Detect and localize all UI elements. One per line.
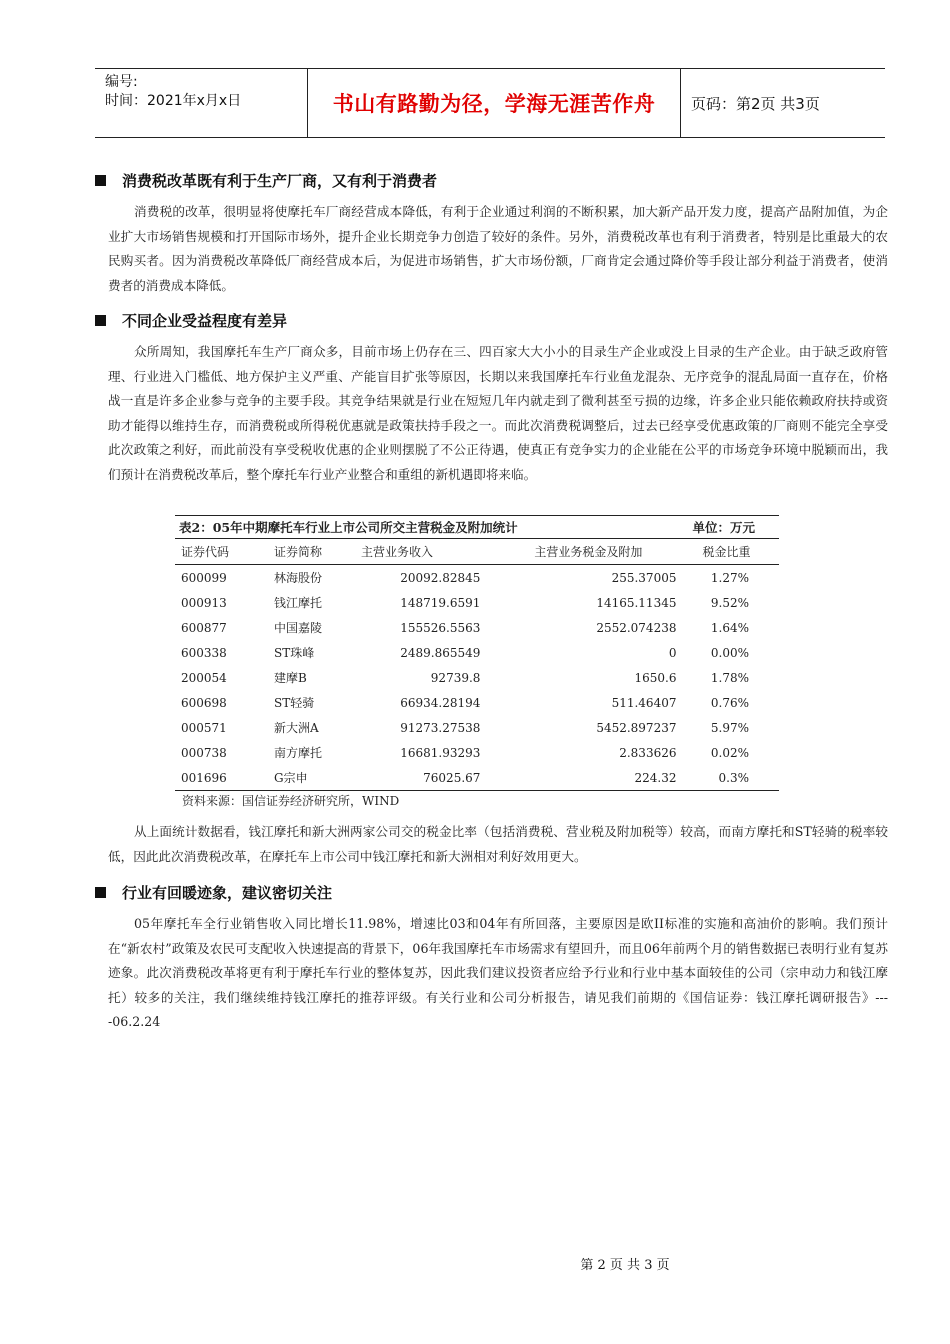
cell-ratio: 1.27%	[710, 570, 749, 585]
cell-ratio: 5.97%	[710, 720, 749, 735]
cell-tax: 224.32	[508, 765, 692, 791]
table-unit: 单位：万元	[692, 516, 779, 539]
header-number: 编号:	[105, 74, 138, 90]
header-meta	[95, 69, 308, 137]
table-row	[175, 740, 779, 765]
cell-tax: 255.37005	[611, 570, 677, 585]
cell-tax: 0	[668, 645, 677, 660]
table-row	[175, 715, 779, 740]
header-time: 时间：2021年x月x日	[105, 93, 242, 109]
cell-code: 600099	[181, 570, 227, 585]
section-3-paragraph: 05年摩托车全行业销售收入同比增长11.98%，增速比03和04年有所回落，主要原因是欧II标准的实施和高油价的影响。我们预计在“新农村”政策及农民可支配收入快速提高的背景下，06年我国摩托车市场需求有望回升，而且06年前两个月的销售数据已表明行业有复苏迹象。此次消费税改革将更有利于摩托车行业的整体复苏，因此我们建议投资者应给予行业和行业中基本面较佳的公司（宗申动力和钱江摩托）较多的关注，我们继续维持钱江摩托的推荐评级。有关行业和公司分析报告，请见我们前期的《国信证券：钱江摩托调研报告》----06.2.24	[108, 916, 888, 1029]
section-title-3	[95, 882, 332, 903]
col-header-code: 证券代码	[175, 539, 274, 565]
bullet-square-icon	[95, 887, 106, 898]
cell-code: 600877	[181, 620, 227, 635]
table-row	[175, 765, 779, 791]
tax-statistics-table	[175, 515, 779, 791]
cell-revenue: 20092.82845	[400, 570, 481, 585]
section-title-1	[95, 170, 437, 191]
cell-name: 林海股份	[274, 571, 323, 585]
cell-name: 南方摩托	[274, 746, 323, 760]
table-source: 资料来源：国信证券经济研究所，WIND	[182, 794, 400, 808]
cell-name: ST轻骑	[274, 696, 315, 710]
section-title-2-text: 不同企业受益程度有差异	[122, 312, 288, 330]
table-caption: 表2：05年中期摩托车行业上市公司所交主营税金及附加统计	[175, 516, 692, 539]
cell-ratio: 0.00%	[710, 645, 749, 660]
cell-ratio: 1.78%	[710, 670, 749, 685]
col-header-name: 证券简称	[274, 539, 357, 565]
cell-name: 中国嘉陵	[274, 621, 323, 635]
table-caption-row	[175, 516, 779, 539]
cell-tax: 5452.897237	[596, 720, 677, 735]
cell-revenue: 92739.8	[430, 670, 481, 685]
cell-ratio: 0.76%	[710, 695, 749, 710]
cell-code: 001696	[175, 765, 274, 791]
cell-ratio: 9.52%	[710, 595, 749, 610]
cell-ratio: 0.02%	[710, 745, 749, 760]
cell-name: 钱江摩托	[274, 596, 323, 610]
cell-code: 000738	[181, 745, 227, 760]
cell-code: 600698	[181, 695, 227, 710]
section-2-paragraph: 众所周知，我国摩托车生产厂商众多，目前市场上仍存在三、四百家大大小小的目录生产企业或没上目录的生产企业。由于缺乏政府管理、行业进入门槛低、地方保护主义严重、产能盲目扩张等原因，长期以来我国摩托车行业鱼龙混杂、无序竞争的混乱局面一直存在，价格战一直是许多企业参与竞争的主要手段。其竞争结果就是行业在短短几年内就走到了微利甚至亏损的边缘，许多企业只能依赖政府扶持或资助才能得以维持生存，而消费税或所得税优惠就是政策扶持手段之一。而此次消费税调整后，过去已经享受优惠政策的厂商则不能完全享受此次政策之利好，而此前没有享受税收优惠的企业则摆脱了不公正待遇，使真正有竞争实力的企业能在公平的市场竞争环境中脱颖而出，我们预计在消费税改革后，整个摩托车行业产业整合和重组的新机遇即将来临。	[108, 344, 888, 482]
cell-tax: 14165.11345	[596, 595, 677, 610]
cell-code: 000571	[181, 720, 227, 735]
table-row	[175, 590, 779, 615]
section-2-after-table-paragraph: 从上面统计数据看，钱江摩托和新大洲两家公司交的税金比率（包括消费税、营业税及附加税等）较高，而南方摩托和ST轻骑的税率较低，因此此次消费税改革，在摩托车上市公司中钱江摩托和新大洲相对利好效用更大。	[108, 824, 888, 864]
table-row	[175, 615, 779, 640]
section-1-paragraph: 消费税的改革，很明显将使摩托车厂商经营成本降低，有利于企业通过利润的不断积累，加大新产品开发力度，提高产品附加值，为企业扩大市场销售规模和打开国际市场外，提升企业长期竞争力创造了较好的条件。另外，消费税改革也有利于消费者，特别是比重最大的农民购买者。因为消费税改革降低厂商经营成本后，为促进市场销售，扩大市场份额，厂商肯定会通过降价等手段让部分利益于消费者，使消费者的消费成本降低。	[108, 204, 888, 293]
cell-revenue: 76025.67	[357, 765, 508, 791]
table-header-row	[175, 539, 779, 565]
table-row	[175, 665, 779, 690]
cell-name: ST珠峰	[274, 646, 315, 660]
page-footer: 第 2 页 共 3 页	[580, 1258, 670, 1273]
cell-ratio: 1.64%	[710, 620, 749, 635]
cell-code: 000913	[181, 595, 227, 610]
header-motto: 书山有路勤为径，学海无涯苦作舟	[308, 69, 681, 137]
cell-code: 200054	[181, 670, 227, 685]
cell-revenue: 148719.6591	[400, 595, 481, 610]
col-header-tax: 主营业务税金及附加	[508, 539, 692, 565]
header-page-info: 页码：第2页 共3页	[691, 94, 820, 113]
cell-code: 600338	[181, 645, 227, 660]
cell-name: 建摩B	[274, 671, 307, 685]
col-header-revenue: 主营业务收入	[357, 539, 508, 565]
cell-revenue: 66934.28194	[400, 695, 481, 710]
cell-name: G宗申	[274, 765, 357, 791]
section-title-3-text: 行业有回暖迹象，建议密切关注	[122, 884, 333, 902]
cell-revenue: 2489.865549	[400, 645, 481, 660]
cell-ratio: 0.3%	[692, 765, 779, 791]
table-row	[175, 640, 779, 665]
section-title-1-text: 消费税改革既有利于生产厂商，又有利于消费者	[122, 172, 438, 190]
cell-revenue: 16681.93293	[400, 745, 481, 760]
cell-name: 新大洲A	[274, 721, 319, 735]
cell-revenue: 91273.27538	[400, 720, 481, 735]
cell-tax: 2552.074238	[596, 620, 677, 635]
table-row	[175, 565, 779, 591]
table-row	[175, 690, 779, 715]
bullet-square-icon	[95, 315, 106, 326]
bullet-square-icon	[95, 175, 106, 186]
cell-tax: 511.46407	[611, 695, 677, 710]
section-title-2	[95, 310, 287, 331]
cell-tax: 2.833626	[619, 745, 677, 760]
cell-revenue: 155526.5563	[400, 620, 481, 635]
cell-tax: 1650.6	[634, 670, 677, 685]
page-header	[95, 68, 885, 138]
col-header-ratio: 税金比重	[692, 539, 779, 565]
